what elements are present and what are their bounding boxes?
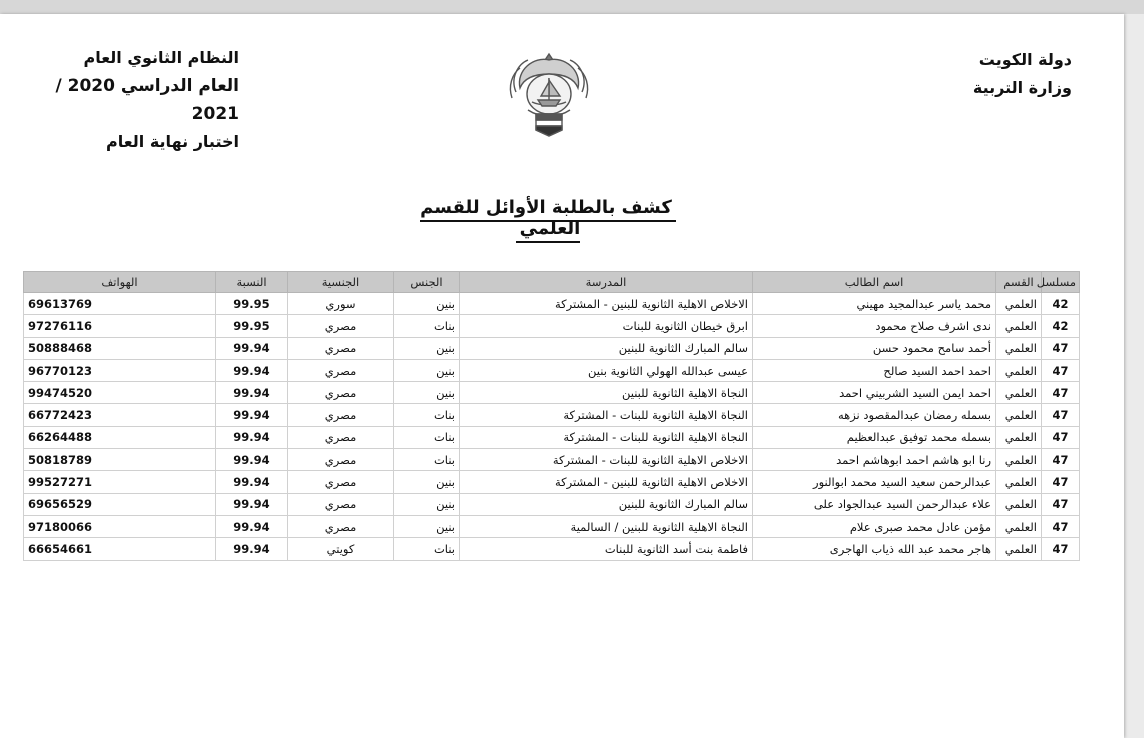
cell-name: أحمد سامح محمود حسن bbox=[753, 337, 996, 359]
cell-name: بسمله رمضان عبدالمقصود نزهه bbox=[753, 404, 996, 426]
cell-serial: 47 bbox=[1042, 538, 1080, 560]
cell-percentage: 99.94 bbox=[216, 493, 288, 515]
cell-school: النجاة الاهلية الثانوية للبنين bbox=[460, 382, 753, 404]
cell-serial: 47 bbox=[1042, 337, 1080, 359]
cell-serial: 42 bbox=[1042, 293, 1080, 315]
col-header-school: المدرسة bbox=[460, 272, 753, 293]
cell-dept: العلمي bbox=[996, 515, 1042, 537]
cell-name: مؤمن عادل محمد صبرى علام bbox=[753, 515, 996, 537]
cell-school: النجاة الاهلية الثانوية للبنات - المشتركة bbox=[460, 404, 753, 426]
cell-gender: بنات bbox=[394, 538, 460, 560]
cell-dept: العلمي bbox=[996, 538, 1042, 560]
cell-phones: 66654661 bbox=[24, 538, 216, 560]
cell-dept: العلمي bbox=[996, 359, 1042, 381]
cell-gender: بنين bbox=[394, 382, 460, 404]
cell-school: الاخلاص الاهلية الثانوية للبنات - المشتركة bbox=[460, 449, 753, 471]
cell-name: رنا ابو هاشم احمد ابوهاشم احمد bbox=[753, 449, 996, 471]
document-page bbox=[0, 14, 1124, 738]
cell-percentage: 99.94 bbox=[216, 359, 288, 381]
cell-phones: 69613769 bbox=[24, 293, 216, 315]
header-exam-info bbox=[24, 44, 239, 156]
cell-gender: بنين bbox=[394, 337, 460, 359]
kuwait-emblem-icon bbox=[506, 48, 592, 138]
cell-dept: العلمي bbox=[996, 404, 1042, 426]
table-row bbox=[24, 315, 1080, 337]
header-ministry-name: وزارة التربية bbox=[972, 78, 1072, 97]
cell-serial: 47 bbox=[1042, 449, 1080, 471]
col-header-percentage: النسبة bbox=[216, 272, 288, 293]
cell-name: بسمله محمد توفيق عبدالعظيم bbox=[753, 426, 996, 448]
col-header-dept: القسم bbox=[996, 272, 1042, 293]
cell-gender: بنين bbox=[394, 515, 460, 537]
cell-nationality: مصري bbox=[288, 449, 394, 471]
cell-nationality: مصري bbox=[288, 471, 394, 493]
cell-name: ندى اشرف صلاح محمود bbox=[753, 315, 996, 337]
cell-gender: بنين bbox=[394, 293, 460, 315]
cell-percentage: 99.94 bbox=[216, 449, 288, 471]
cell-serial: 47 bbox=[1042, 404, 1080, 426]
cell-percentage: 99.95 bbox=[216, 293, 288, 315]
cell-school: ابرق خيطان الثانوية للبنات bbox=[460, 315, 753, 337]
cell-dept: العلمي bbox=[996, 449, 1042, 471]
cell-nationality: كويتي bbox=[288, 538, 394, 560]
col-header-nationality: الجنسية bbox=[288, 272, 394, 293]
cell-phones: 50818789 bbox=[24, 449, 216, 471]
cell-phones: 99474520 bbox=[24, 382, 216, 404]
cell-percentage: 99.94 bbox=[216, 471, 288, 493]
cell-serial: 47 bbox=[1042, 493, 1080, 515]
cell-serial: 47 bbox=[1042, 426, 1080, 448]
cell-phones: 66264488 bbox=[24, 426, 216, 448]
cell-nationality: مصري bbox=[288, 382, 394, 404]
table-row bbox=[24, 538, 1080, 560]
header-country: دولة الكويت bbox=[978, 50, 1072, 69]
table-row bbox=[24, 382, 1080, 404]
cell-school: سالم المبارك الثانوية للبنين bbox=[460, 493, 753, 515]
col-header-gender: الجنس bbox=[394, 272, 460, 293]
table-row bbox=[24, 426, 1080, 448]
header-ministry bbox=[973, 46, 1072, 102]
cell-percentage: 99.94 bbox=[216, 515, 288, 537]
cell-gender: بنات bbox=[394, 315, 460, 337]
cell-phones: 69656529 bbox=[24, 493, 216, 515]
cell-dept: العلمي bbox=[996, 493, 1042, 515]
cell-name: محمد ياسر عبدالمجيد مهيني bbox=[753, 293, 996, 315]
table-row bbox=[24, 515, 1080, 537]
cell-gender: بنات bbox=[394, 404, 460, 426]
cell-nationality: مصري bbox=[288, 493, 394, 515]
viewer-top-bar bbox=[0, 0, 1144, 14]
cell-serial: 47 bbox=[1042, 359, 1080, 381]
col-header-serial: مسلسل bbox=[1042, 272, 1080, 293]
cell-name: هاجر محمد عبد الله ذياب الهاجرى bbox=[753, 538, 996, 560]
col-header-phones: الهواتف bbox=[24, 272, 216, 293]
cell-name: عبدالرحمن سعيد السيد محمد ابوالنور bbox=[753, 471, 996, 493]
cell-phones: 97180066 bbox=[24, 515, 216, 537]
cell-nationality: مصري bbox=[288, 426, 394, 448]
cell-school: عيسى عبدالله الهولي الثانوية بنين bbox=[460, 359, 753, 381]
cell-serial: 42 bbox=[1042, 315, 1080, 337]
cell-gender: بنين bbox=[394, 471, 460, 493]
cell-gender: بنين bbox=[394, 493, 460, 515]
table-row bbox=[24, 293, 1080, 315]
table-row bbox=[24, 449, 1080, 471]
table-header-row bbox=[24, 272, 1080, 293]
table-row bbox=[24, 404, 1080, 426]
cell-gender: بنات bbox=[394, 426, 460, 448]
cell-nationality: مصري bbox=[288, 359, 394, 381]
cell-phones: 97276116 bbox=[24, 315, 216, 337]
cell-phones: 50888468 bbox=[24, 337, 216, 359]
cell-school: سالم المبارك الثانوية للبنين bbox=[460, 337, 753, 359]
cell-nationality: مصري bbox=[288, 337, 394, 359]
cell-percentage: 99.95 bbox=[216, 315, 288, 337]
cell-name: احمد ايمن السيد الشربيني احمد bbox=[753, 382, 996, 404]
table-row bbox=[24, 493, 1080, 515]
cell-percentage: 99.94 bbox=[216, 538, 288, 560]
cell-percentage: 99.94 bbox=[216, 426, 288, 448]
cell-gender: بنين bbox=[394, 359, 460, 381]
cell-school: الاخلاص الاهلية الثانوية للبنين - المشتركة bbox=[460, 471, 753, 493]
cell-dept: العلمي bbox=[996, 471, 1042, 493]
cell-percentage: 99.94 bbox=[216, 382, 288, 404]
cell-phones: 66772423 bbox=[24, 404, 216, 426]
cell-name: علاء عبدالرحمن السيد عبدالجواد على bbox=[753, 493, 996, 515]
cell-serial: 47 bbox=[1042, 382, 1080, 404]
cell-gender: بنات bbox=[394, 449, 460, 471]
cell-percentage: 99.94 bbox=[216, 404, 288, 426]
cell-name: احمد احمد السيد صالح bbox=[753, 359, 996, 381]
cell-serial: 47 bbox=[1042, 471, 1080, 493]
cell-dept: العلمي bbox=[996, 382, 1042, 404]
header-academic-year: العام الدراسي 2020 / 2021 bbox=[55, 76, 239, 124]
cell-school: النجاة الاهلية الثانوية للبنات - المشتركة bbox=[460, 426, 753, 448]
header-exam-name: اختبار نهاية العام bbox=[106, 132, 239, 151]
cell-school: النجاة الاهلية الثانوية للبنين / السالمية bbox=[460, 515, 753, 537]
table-row bbox=[24, 337, 1080, 359]
students-table bbox=[23, 271, 1080, 561]
cell-dept: العلمي bbox=[996, 315, 1042, 337]
col-header-name: اسم الطالب bbox=[753, 272, 996, 293]
table-row bbox=[24, 471, 1080, 493]
cell-phones: 96770123 bbox=[24, 359, 216, 381]
cell-school: الاخلاص الاهلية الثانوية للبنين - المشتركة bbox=[460, 293, 753, 315]
cell-nationality: مصري bbox=[288, 404, 394, 426]
document-title bbox=[398, 197, 698, 239]
cell-dept: العلمي bbox=[996, 293, 1042, 315]
cell-percentage: 99.94 bbox=[216, 337, 288, 359]
cell-nationality: سوري bbox=[288, 293, 394, 315]
cell-phones: 99527271 bbox=[24, 471, 216, 493]
header-system: النظام الثانوي العام bbox=[83, 48, 239, 67]
table-row bbox=[24, 359, 1080, 381]
cell-nationality: مصري bbox=[288, 515, 394, 537]
cell-dept: العلمي bbox=[996, 426, 1042, 448]
cell-nationality: مصري bbox=[288, 315, 394, 337]
document-title-text: كشف بالطلبة الأوائل للقسم العلمي bbox=[420, 197, 676, 243]
cell-serial: 47 bbox=[1042, 515, 1080, 537]
cell-school: فاطمة بنت أسد الثانوية للبنات bbox=[460, 538, 753, 560]
cell-dept: العلمي bbox=[996, 337, 1042, 359]
